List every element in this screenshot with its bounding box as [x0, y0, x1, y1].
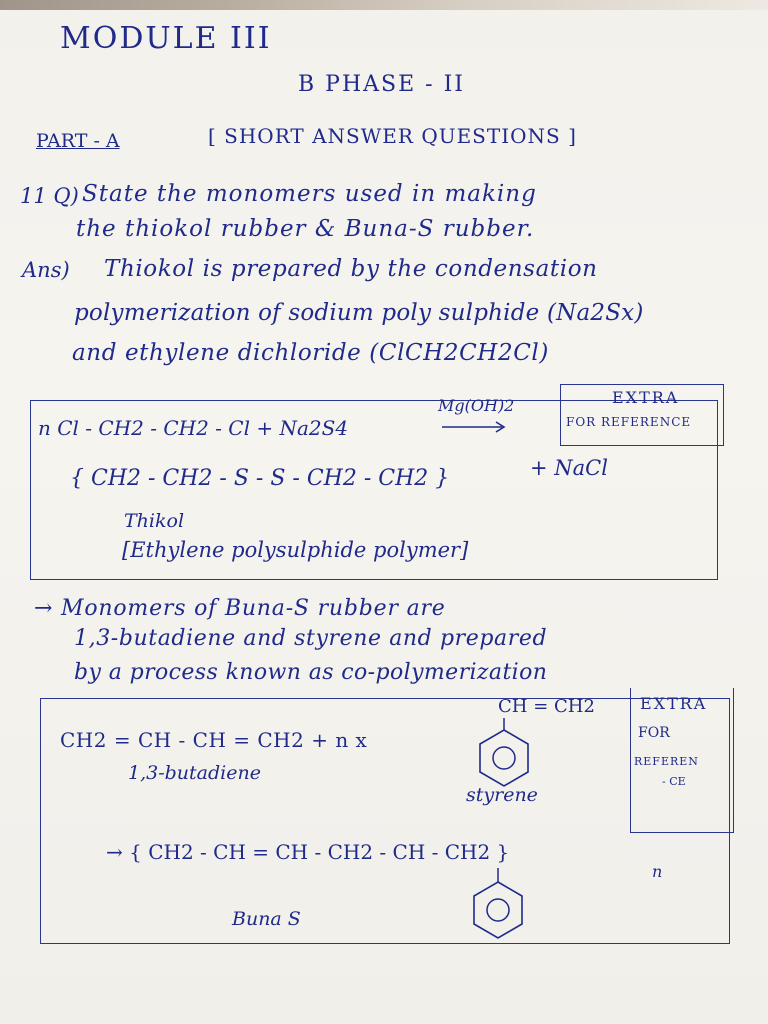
buna-product-name: Buna S	[232, 908, 301, 930]
part-label: PART - A	[36, 130, 120, 152]
answer-prefix: Ans)	[22, 258, 70, 282]
thiokol-product: { CH2 - CH2 - S - S - CH2 - CH2 }	[70, 466, 450, 491]
thiokol-extra-label-2: FOR REFERENCE	[566, 415, 692, 429]
question-line-1: State the monomers used in making	[82, 181, 537, 207]
buna-line-1: → Monomers of Buna-S rubber are	[34, 596, 446, 621]
page-top-shadow	[0, 0, 768, 10]
styrene-name: styrene	[466, 784, 538, 806]
butadiene-name: 1,3-butadiene	[128, 762, 261, 784]
thiokol-extra-label-1: EXTRA	[612, 388, 680, 407]
styrene-vinyl-group: CH = CH2	[498, 696, 595, 717]
buna-product-subscript: n	[652, 862, 663, 881]
buna-line-3: by a process known as co-polymerization	[74, 660, 548, 685]
buna-benzene-ring-icon	[468, 868, 528, 940]
answer-line-2: polymerization of sodium poly sulphide (Na2Sx)	[74, 300, 644, 326]
question-line-2: the thiokol rubber & Buna-S rubber.	[76, 216, 535, 242]
buna-extra-label-3: REFEREN	[634, 755, 699, 768]
question-number: 11 Q)	[20, 184, 79, 208]
reaction-arrow-icon	[440, 420, 510, 434]
thiokol-product-note: [Ethylene polysulphide polymer]	[122, 538, 469, 562]
styrene-benzene-ring-icon	[474, 716, 534, 788]
thiokol-byproduct: + NaCl	[530, 456, 608, 480]
buna-product-chain: → { CH2 - CH = CH - CH2 - CH - CH2 }	[106, 840, 510, 864]
butadiene-formula: CH2 = CH - CH = CH2 + n x	[60, 728, 368, 752]
thiokol-product-name: Thikol	[124, 510, 185, 532]
answer-line-1: Thiokol is prepared by the condensation	[104, 256, 598, 282]
answer-line-3: and ethylene dichloride (ClCH2CH2Cl)	[72, 340, 549, 366]
buna-line-2: 1,3-butadiene and styrene and prepared	[74, 626, 548, 651]
buna-extra-label-2: FOR	[638, 725, 670, 741]
part-type: [ SHORT ANSWER QUESTIONS ]	[208, 124, 577, 148]
thiokol-reactants: n Cl - CH2 - CH2 - Cl + Na2S4	[38, 416, 349, 440]
thiokol-condition: Mg(OH)2	[438, 396, 515, 415]
module-title: MODULE III	[60, 21, 272, 56]
buna-extra-label-4: - CE	[662, 775, 686, 788]
buna-extra-label-1: EXTRA	[640, 694, 708, 713]
phase-title: B PHASE - II	[298, 72, 465, 97]
